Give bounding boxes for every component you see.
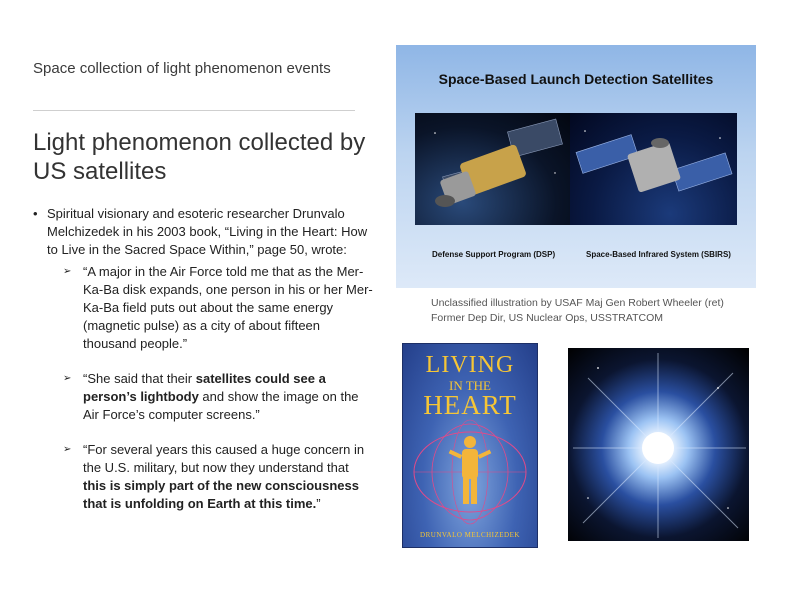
quote-3-post: ” xyxy=(316,496,321,511)
arrow-bullet-icon: ➢ xyxy=(63,266,72,277)
section-title: Space collection of light phenomenon events xyxy=(33,60,331,77)
lightbody-image xyxy=(568,348,749,541)
dsp-satellite-image xyxy=(415,113,573,225)
quote-item-3 xyxy=(33,441,373,513)
quote-1-text: “A major in the Air Force told me that as the Mer-Ka-Ba disk expands, one person in his or her Mer-Ka-Ba field puts out about the same energy (magnetic pulse) as a city of about fifteen thousand people.” xyxy=(83,264,373,351)
arrow-bullet-icon: ➢ xyxy=(63,373,72,384)
body-text xyxy=(33,205,373,513)
image-credit xyxy=(431,296,771,326)
book-author: DRUNVALO MELCHIZEDEK xyxy=(420,531,520,539)
book-title-line-3: HEART xyxy=(423,390,517,420)
sbirs-satellite-icon xyxy=(570,113,737,225)
dsp-caption: Defense Support Program (DSP) xyxy=(432,250,556,259)
sbirs-caption: Space-Based Infrared System (SBIRS) xyxy=(586,250,731,259)
book-title-line-2: IN THE xyxy=(448,378,491,393)
quote-2-bold: satellites could see a person’s lightbody xyxy=(83,371,326,404)
slide-heading: Light phenomenon collected by US satellites xyxy=(33,129,366,185)
credit-line-2: Former Dep Dir, US Nuclear Ops, USSTRATCOM xyxy=(431,312,664,324)
book-cover xyxy=(402,343,538,548)
quote-3-bold: this is simply part of the new consciousness that is unfolding on Earth at this time. xyxy=(83,478,359,511)
satellite-panel xyxy=(396,45,756,288)
quote-item-1 xyxy=(33,263,373,353)
bullet-item xyxy=(33,205,373,259)
quote-2-pre: “She said that their xyxy=(83,371,196,386)
sbirs-satellite-image xyxy=(570,113,737,225)
quote-3-pre: “For several years this caused a huge concern in the U.S. military, but now they understand that xyxy=(83,442,365,475)
bullet-text: Spiritual visionary and esoteric researcher Drunvalo Melchizedek in his 2003 book, “Living in the Heart: How to Live in the Sacred Space Within,” page 50, wrote: xyxy=(47,206,368,257)
quote-2-post: and show the image on the Air Force’s computer screens.” xyxy=(83,389,359,422)
starburst-icon xyxy=(568,348,749,541)
book-title-line-1: LIVING xyxy=(425,352,515,378)
arrow-bullet-icon: ➢ xyxy=(63,444,72,455)
quote-item-2 xyxy=(33,370,373,424)
bullet-dot-icon: • xyxy=(33,206,38,221)
credit-line-1: Unclassified illustration by USAF Maj Gen Robert Wheeler (ret) xyxy=(431,297,724,309)
title-divider xyxy=(33,110,355,111)
satellite-panel-title: Space-Based Launch Detection Satellites xyxy=(438,71,714,87)
dsp-satellite-icon xyxy=(415,113,573,225)
